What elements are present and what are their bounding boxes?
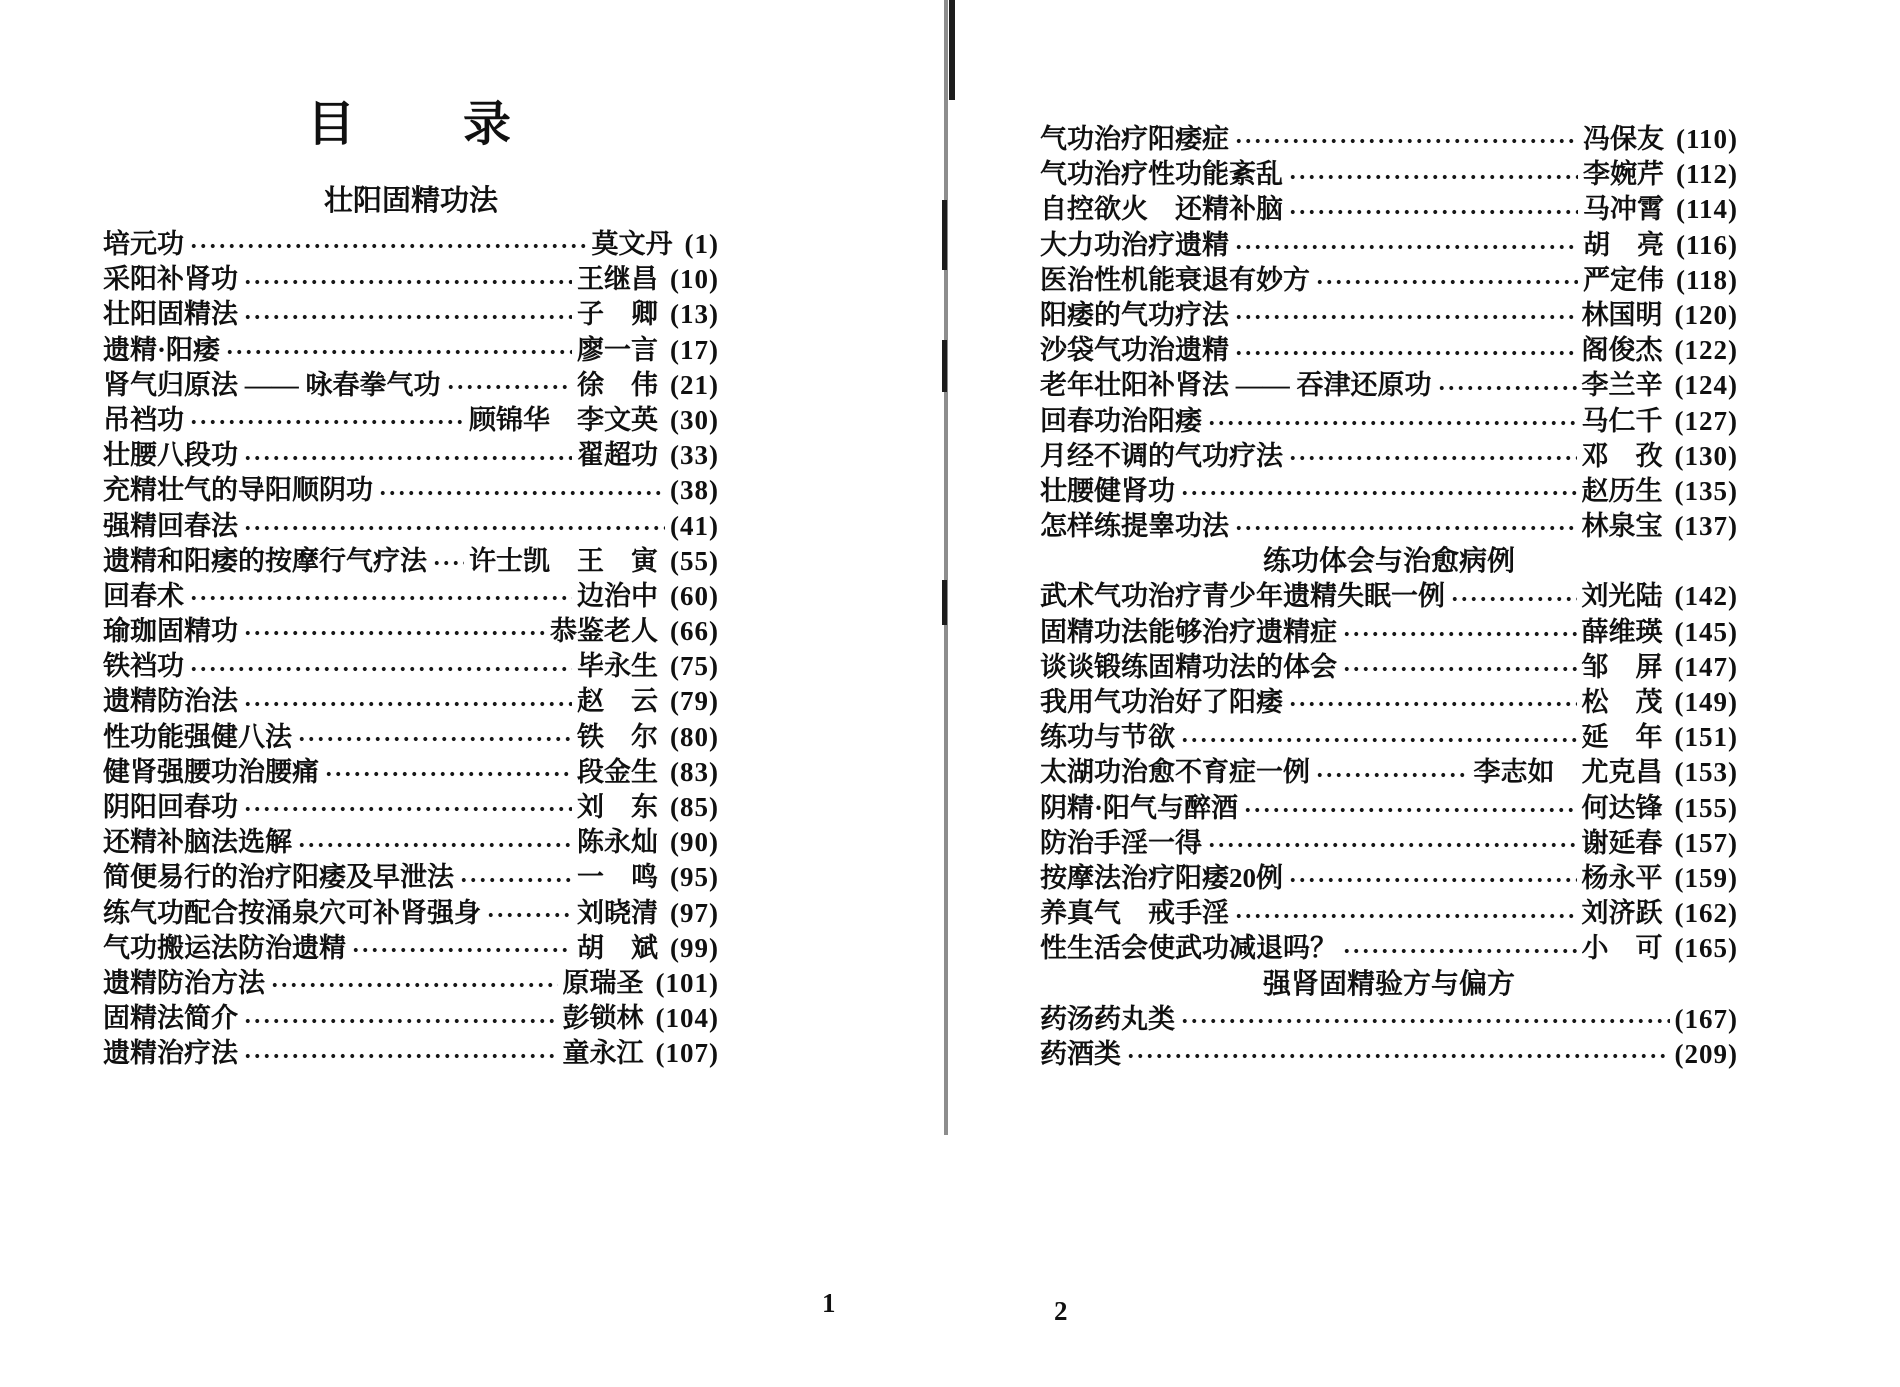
dot-leader [1241, 791, 1577, 826]
toc-entry [103, 614, 719, 649]
entry-page-number: (21) [670, 369, 719, 400]
entry-page-number: (60) [670, 580, 719, 611]
toc-entry [1040, 826, 1738, 861]
entry-page-number: (55) [670, 545, 719, 576]
entry-title: 壮阳固精法 [103, 299, 238, 330]
entry-authors: 邹 屏 [1581, 651, 1663, 682]
entry-authors: 林泉宝 [1581, 511, 1663, 542]
toc-page-right [1040, 122, 1738, 1072]
entry-page-number: (159) [1674, 862, 1738, 893]
toc-entry [103, 755, 719, 790]
entry-page-number: (118) [1676, 264, 1738, 295]
entry-title: 瑜珈固精功 [103, 616, 238, 647]
entry-authors: 李婉芹 [1583, 159, 1664, 190]
toc-entry [1040, 755, 1738, 790]
entry-page-number: (101) [655, 967, 719, 998]
dot-leader [1286, 439, 1577, 474]
dot-leader [1205, 404, 1577, 439]
toc-entry-list-left [103, 227, 719, 1072]
entry-title: 练功与节欲 [1040, 722, 1175, 753]
toc-entry [103, 931, 719, 966]
toc-entry [1040, 263, 1738, 298]
toc-entry [1040, 791, 1738, 826]
entry-title: 充精壮气的导阳顺阴功 [103, 475, 373, 506]
entry-title: 固精法简介 [103, 1003, 238, 1034]
entry-authors: 王继昌 [577, 264, 659, 295]
entry-page-number: (90) [670, 827, 719, 858]
dot-leader [1286, 861, 1577, 896]
entry-authors: 廖一言 [577, 334, 659, 365]
toc-entry [1040, 192, 1738, 227]
toc-entry [103, 790, 719, 825]
dot-leader [1340, 931, 1577, 966]
entry-authors: 冯保友 [1583, 124, 1664, 154]
toc-entry [103, 966, 719, 1001]
toc-entry [1040, 122, 1738, 157]
toc-entry [1040, 333, 1738, 368]
dot-leader [1232, 122, 1578, 157]
entry-title: 药酒类 [1040, 1038, 1121, 1069]
entry-authors: 胡 斌 [577, 932, 659, 963]
entry-title: 肾气归原法 —— 咏春拳气功 [103, 369, 441, 400]
entry-authors: 薛维瑛 [1581, 616, 1663, 647]
dot-leader [457, 860, 572, 895]
dot-leader [1232, 896, 1577, 931]
toc-entry [103, 438, 719, 473]
entry-page-number: (10) [670, 264, 719, 295]
entry-title: 培元功 [103, 229, 184, 259]
entry-page-number: (167) [1674, 1003, 1738, 1034]
entry-title: 太湖功治愈不育症一例 [1040, 757, 1310, 788]
entry-page-number: (142) [1674, 581, 1738, 612]
entry-page-number: (137) [1674, 511, 1738, 542]
entry-page-number: (97) [670, 897, 719, 928]
entry-title: 强精回春法 [103, 510, 238, 541]
entry-page-number: (75) [670, 651, 719, 682]
toc-entry [103, 509, 719, 544]
dot-leader [1313, 755, 1469, 790]
footer-page-number-right: 2 [1054, 1296, 1068, 1326]
entry-title: 谈谈锻练固精功法的体会 [1040, 651, 1337, 682]
dot-leader [268, 966, 558, 1001]
entry-title: 简便易行的治疗阳痿及早泄法 [103, 862, 454, 893]
entry-authors: 李志如 尤克昌 [1473, 757, 1663, 788]
toc-entry [1040, 298, 1738, 333]
entry-title: 吊裆功 [103, 404, 184, 435]
entry-page-number: (38) [670, 475, 719, 506]
dot-leader [376, 473, 665, 508]
entry-title: 我用气功治好了阳痿 [1040, 687, 1283, 717]
dot-leader [430, 544, 464, 579]
entry-title: 阴阳回春功 [103, 792, 238, 822]
entry-authors: 谢延春 [1581, 827, 1663, 858]
entry-page-number: (127) [1674, 405, 1738, 436]
toc-entry [1040, 368, 1738, 403]
entry-page-number: (104) [655, 1003, 719, 1034]
entry-authors: 陈永灿 [577, 827, 659, 858]
entry-authors: 林国明 [1581, 299, 1663, 330]
entry-authors: 童永江 [562, 1038, 644, 1069]
toc-entry [103, 403, 719, 438]
page-gutter-line [944, 0, 948, 1135]
toc-main-title: 目 录 [306, 98, 515, 151]
entry-page-number: (13) [670, 299, 719, 330]
toc-entry [1040, 931, 1738, 966]
toc-entry [1040, 685, 1738, 720]
entry-title: 自控欲火 还精补脑 [1040, 194, 1283, 225]
entry-authors: 毕永生 [577, 651, 659, 682]
entry-authors: 赵历生 [1581, 475, 1663, 506]
dot-leader [187, 403, 464, 438]
entry-title: 遗精防治方法 [103, 967, 265, 998]
dot-leader [1205, 826, 1577, 861]
entry-authors: 原瑞圣 [562, 967, 644, 998]
entry-title: 采阳补肾功 [103, 264, 238, 295]
entry-title: 壮腰健肾功 [1040, 475, 1175, 506]
toc-entry [103, 860, 719, 895]
entry-authors: 李兰辛 [1581, 370, 1663, 401]
section-heading-liangong-tihui: 练功体会与治愈病例 [1262, 546, 1515, 578]
entry-page-number: (130) [1674, 440, 1738, 471]
entry-title: 遗精防治法 [103, 686, 238, 717]
entry-authors: 刘济跃 [1581, 898, 1663, 929]
entry-authors: 胡 亮 [1583, 229, 1664, 260]
entry-title: 气功治疗阳痿症 [1040, 124, 1229, 154]
entry-authors: 边治中 [577, 580, 659, 611]
page-gutter-dark-segment [949, 0, 955, 100]
entry-title: 老年壮阳补肾法 —— 吞津还原功 [1040, 370, 1432, 401]
dot-leader [241, 438, 572, 473]
entry-page-number: (122) [1674, 335, 1738, 366]
entry-authors: 顾锦华 李文英 [469, 404, 659, 435]
toc-entry [1040, 615, 1738, 650]
toc-entry [103, 720, 719, 755]
entry-page-number: (41) [670, 510, 719, 541]
dot-leader [1448, 579, 1577, 614]
dot-leader [1178, 720, 1577, 755]
entry-page-number: (80) [670, 721, 719, 752]
toc-entry [103, 297, 719, 332]
dot-leader [1286, 685, 1577, 720]
toc-entry [103, 262, 719, 297]
toc-entry [1040, 404, 1738, 439]
entry-authors: 杨永平 [1581, 862, 1663, 893]
dot-leader [241, 262, 572, 297]
entry-title: 性功能强健八法 [103, 721, 292, 752]
section-heading-qiangshen-gujing: 强肾固精验方与偏方 [1262, 968, 1515, 1000]
entry-page-number: (66) [670, 616, 719, 647]
entry-page-number: (110) [1676, 124, 1738, 154]
entry-page-number: (1) [684, 229, 719, 259]
entry-title: 武术气功治疗青少年遗精失眠一例 [1040, 581, 1445, 612]
dot-leader [241, 509, 665, 544]
dot-leader [241, 684, 572, 719]
dot-leader [1435, 368, 1577, 403]
entry-title: 练气功配合按涌泉穴可补肾强身 [103, 897, 481, 928]
entry-page-number: (149) [1674, 687, 1738, 717]
entry-authors: 铁 尔 [577, 721, 659, 752]
entry-page-number: (95) [670, 862, 719, 893]
entry-page-number: (114) [1676, 194, 1738, 225]
toc-entry [1040, 861, 1738, 896]
entry-authors: 阁俊杰 [1581, 335, 1663, 366]
toc-entry-list-right-2 [1040, 579, 1738, 966]
entry-authors: 小 可 [1581, 933, 1663, 964]
toc-entry [1040, 228, 1738, 263]
entry-authors: 邓 孜 [1581, 440, 1663, 471]
toc-entry [1040, 650, 1738, 685]
dot-leader [322, 755, 572, 790]
entry-title: 壮腰八段功 [103, 440, 238, 471]
footer-page-number-left: 1 [822, 1288, 836, 1318]
entry-authors: 何达锋 [1581, 792, 1663, 823]
entry-page-number: (120) [1674, 299, 1738, 330]
entry-page-number: (209) [1674, 1038, 1738, 1069]
dot-leader [241, 1036, 558, 1071]
dot-leader [241, 790, 572, 825]
entry-title: 性生活会使武功减退吗？ [1040, 933, 1337, 964]
toc-entry-list-right-3 [1040, 1002, 1738, 1072]
toc-entry [103, 1036, 719, 1071]
toc-entry [103, 333, 719, 368]
dot-leader [241, 1001, 558, 1036]
entry-authors: 严定伟 [1583, 264, 1664, 295]
dot-leader [1313, 263, 1578, 298]
entry-authors: 马仁千 [1581, 405, 1663, 436]
entry-page-number: (124) [1674, 370, 1738, 401]
entry-authors: 延 年 [1581, 722, 1663, 753]
dot-leader [1232, 228, 1578, 263]
entry-title: 医治性机能衰退有妙方 [1040, 264, 1310, 295]
dot-leader [444, 368, 573, 403]
entry-title: 养真气 戒手淫 [1040, 898, 1229, 929]
toc-entry [1040, 439, 1738, 474]
entry-authors: 许士凯 王 寅 [469, 545, 659, 576]
dot-leader [1124, 1037, 1670, 1072]
entry-page-number: (116) [1676, 229, 1738, 260]
entry-title: 药汤药丸类 [1040, 1003, 1175, 1034]
entry-title: 大力功治疗遗精 [1040, 229, 1229, 260]
dot-leader [349, 931, 572, 966]
entry-page-number: (155) [1674, 792, 1738, 823]
entry-authors: 刘光陆 [1581, 581, 1663, 612]
entry-authors: 恭鉴老人 [550, 616, 659, 647]
dot-leader [1232, 509, 1577, 544]
toc-entry [1040, 1002, 1738, 1037]
page-gutter-dark-segment [942, 580, 947, 625]
entry-authors: 翟超功 [577, 440, 659, 471]
dot-leader [1340, 650, 1577, 685]
entry-title: 气功搬运法防治遗精 [103, 932, 346, 963]
entry-page-number: (33) [670, 440, 719, 471]
toc-entry [103, 368, 719, 403]
dot-leader [1232, 333, 1577, 368]
section-heading-zhuangyang-gujing: 壮阳固精功法 [323, 185, 498, 217]
page-gutter-dark-segment [942, 340, 947, 392]
entry-title: 遗精·阳痿 [103, 334, 221, 365]
entry-page-number: (151) [1674, 722, 1738, 753]
page-gutter-dark-segment [942, 200, 947, 270]
entry-authors: 彭锁林 [562, 1003, 644, 1034]
entry-authors: 段金生 [577, 756, 659, 787]
entry-authors: 一 鸣 [577, 862, 659, 893]
entry-title: 回春功治阳痿 [1040, 405, 1202, 436]
entry-page-number: (107) [655, 1038, 719, 1069]
dot-leader [1178, 474, 1577, 509]
toc-entry-list-right-1 [1040, 122, 1738, 544]
entry-page-number: (135) [1674, 475, 1738, 506]
dot-leader [187, 649, 572, 684]
toc-entry [1040, 896, 1738, 931]
entry-page-number: (83) [670, 756, 719, 787]
toc-entry [1040, 157, 1738, 192]
dot-leader [1178, 1002, 1670, 1037]
entry-title: 按摩法治疗阳痿20例 [1040, 862, 1283, 893]
entry-authors: 赵 云 [577, 686, 659, 717]
entry-title: 健肾强腰功治腰痛 [103, 756, 319, 787]
entry-page-number: (112) [1676, 159, 1738, 190]
dot-leader [484, 896, 572, 931]
entry-authors: 刘 东 [577, 792, 659, 822]
toc-entry [103, 1001, 719, 1036]
toc-entry [103, 544, 719, 579]
toc-entry [1040, 509, 1738, 544]
entry-page-number: (79) [670, 686, 719, 717]
entry-authors: 子 卿 [577, 299, 659, 330]
entry-page-number: (30) [670, 404, 719, 435]
entry-authors: 莫文丹 [591, 229, 673, 259]
toc-entry [1040, 579, 1738, 614]
entry-authors: 徐 伟 [577, 369, 659, 400]
entry-title: 铁裆功 [103, 651, 184, 682]
toc-entry [103, 649, 719, 684]
toc-entry [103, 227, 719, 262]
dot-leader [1286, 192, 1578, 227]
entry-page-number: (147) [1674, 651, 1738, 682]
toc-entry [103, 684, 719, 719]
entry-authors: 马冲霄 [1583, 194, 1664, 225]
entry-title: 防治手淫一得 [1040, 827, 1202, 858]
entry-authors: 松 茂 [1581, 687, 1663, 717]
entry-title: 阳痿的气功疗法 [1040, 299, 1229, 330]
entry-title: 阴精·阳气与醉酒 [1040, 792, 1239, 823]
dot-leader [1232, 298, 1577, 333]
dot-leader [295, 720, 572, 755]
entry-title: 遗精治疗法 [103, 1038, 238, 1069]
entry-page-number: (85) [670, 792, 719, 822]
dot-leader [241, 614, 545, 649]
entry-page-number: (162) [1674, 898, 1738, 929]
toc-entry [1040, 474, 1738, 509]
dot-leader [187, 579, 572, 614]
entry-title: 遗精和阳痿的按摩行气疗法 [103, 545, 427, 576]
entry-authors: 刘晓清 [577, 897, 659, 928]
entry-page-number: (17) [670, 334, 719, 365]
entry-title: 怎样练提睾功法 [1040, 511, 1229, 542]
entry-page-number: (153) [1674, 757, 1738, 788]
entry-title: 气功治疗性功能紊乱 [1040, 159, 1283, 190]
dot-leader [1340, 615, 1577, 650]
dot-leader [187, 227, 587, 262]
dot-leader [295, 825, 572, 860]
toc-page-left [103, 95, 719, 1072]
toc-entry [103, 473, 719, 508]
entry-page-number: (145) [1674, 616, 1738, 647]
entry-page-number: (165) [1674, 933, 1738, 964]
entry-title: 回春术 [103, 580, 184, 611]
toc-entry [1040, 1037, 1738, 1072]
entry-page-number: (99) [670, 932, 719, 963]
toc-entry [1040, 720, 1738, 755]
entry-title: 月经不调的气功疗法 [1040, 440, 1283, 471]
toc-entry [103, 896, 719, 931]
entry-title: 固精功法能够治疗遗精症 [1040, 616, 1337, 647]
entry-title: 还精补脑法选解 [103, 827, 292, 858]
toc-entry [103, 579, 719, 614]
toc-entry [103, 825, 719, 860]
entry-page-number: (157) [1674, 827, 1738, 858]
entry-title: 沙袋气功治遗精 [1040, 335, 1229, 366]
dot-leader [1286, 157, 1578, 192]
dot-leader [241, 297, 572, 332]
dot-leader [223, 333, 572, 368]
